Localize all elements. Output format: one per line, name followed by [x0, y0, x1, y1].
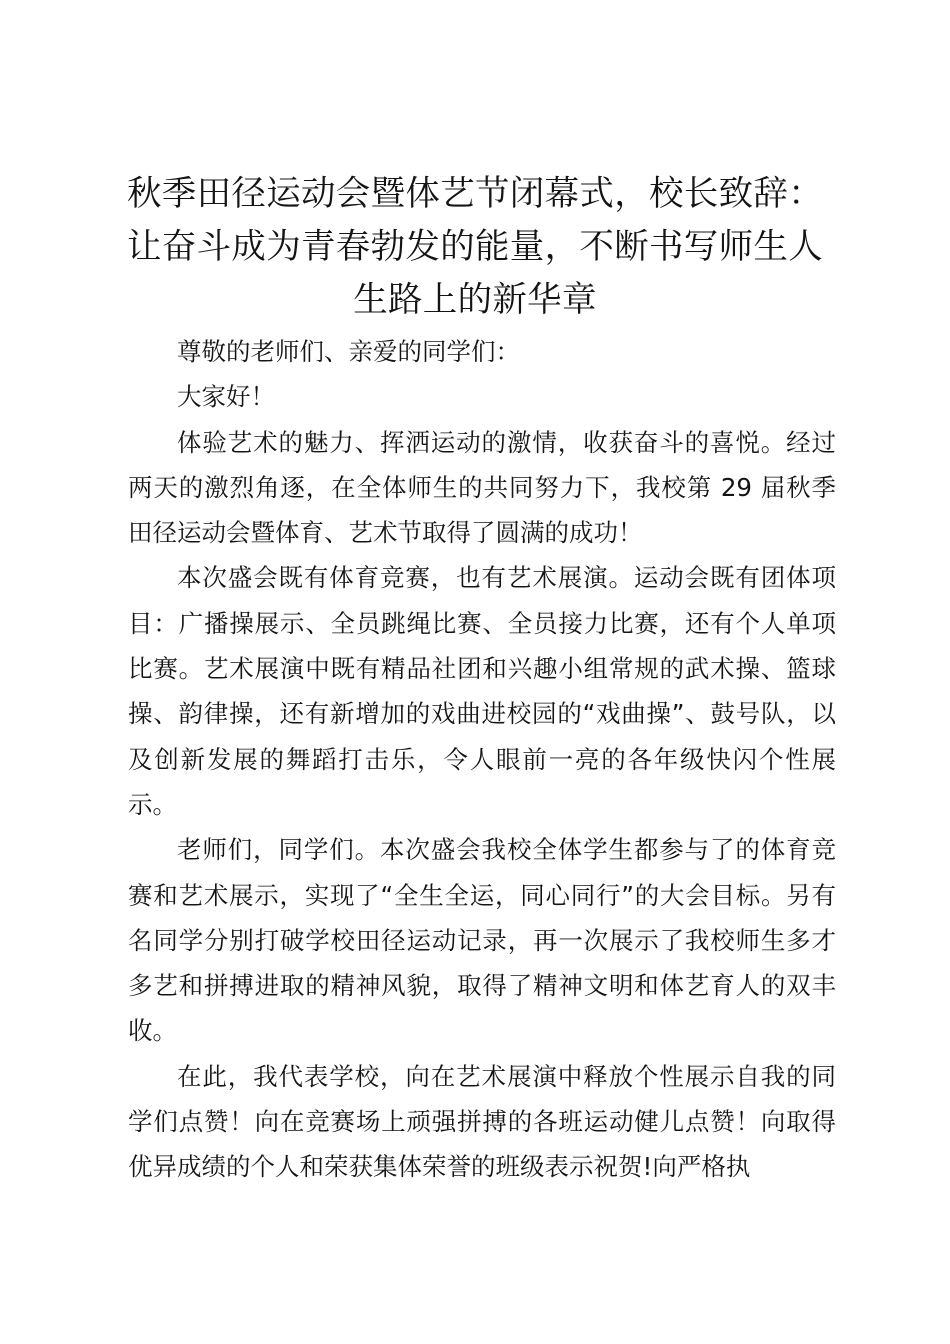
document-body	[128, 329, 836, 1190]
paragraph-1: 体验艺术的魅力、挥洒运动的激情，收获奋斗的喜悦。经过两天的激烈角逐，在全体师生的共同努力下，我校第 29 届秋季田径运动会暨体育、艺术节取得了圆满的成功！	[128, 427, 836, 548]
paragraph-4: 在此，我代表学校，向在艺术展演中释放个性展示自我的同学们点赞！向在竞赛场上顽强拼搏的各班运动健儿点赞！向取得优异成绩的个人和荣获集体荣誉的班级表示祝贺!向严格执	[128, 1061, 836, 1182]
document-title: 秋季田径运动会暨体艺节闭幕式，校长致辞：让奋斗成为青春勃发的能量，不断书写师生人生路上的新华章	[127, 174, 823, 320]
salutation: 尊敬的老师们、亲爱的同学们：	[177, 337, 520, 366]
paragraph-3: 老师们，同学们。本次盛会我校全体学生都参与了的体育竞赛和艺术展示，实现了“全生全运，同心同行”的大会目标。另有名同学分别打破学校田径运动记录，再一次展示了我校师生多才多艺和拼搏进取的精神风貌，取得了精神文明和体艺育人的双丰收。	[128, 835, 836, 1046]
greeting: 大家好！	[177, 382, 275, 412]
paragraph-2: 本次盛会既有体育竞赛，也有艺术展演。运动会既有团体项目：广播操展示、全员跳绳比赛、全员接力比赛，还有个人单项比赛。艺术展演中既有精品社团和兴趣小组常规的武术操、篮球操、韵律操，还有新增加的戏曲进校园的“戏曲操”、鼓号队，以及创新发展的舞蹈打击乐，令人眼前一亮的各年级快闪个性展示。	[128, 563, 836, 819]
